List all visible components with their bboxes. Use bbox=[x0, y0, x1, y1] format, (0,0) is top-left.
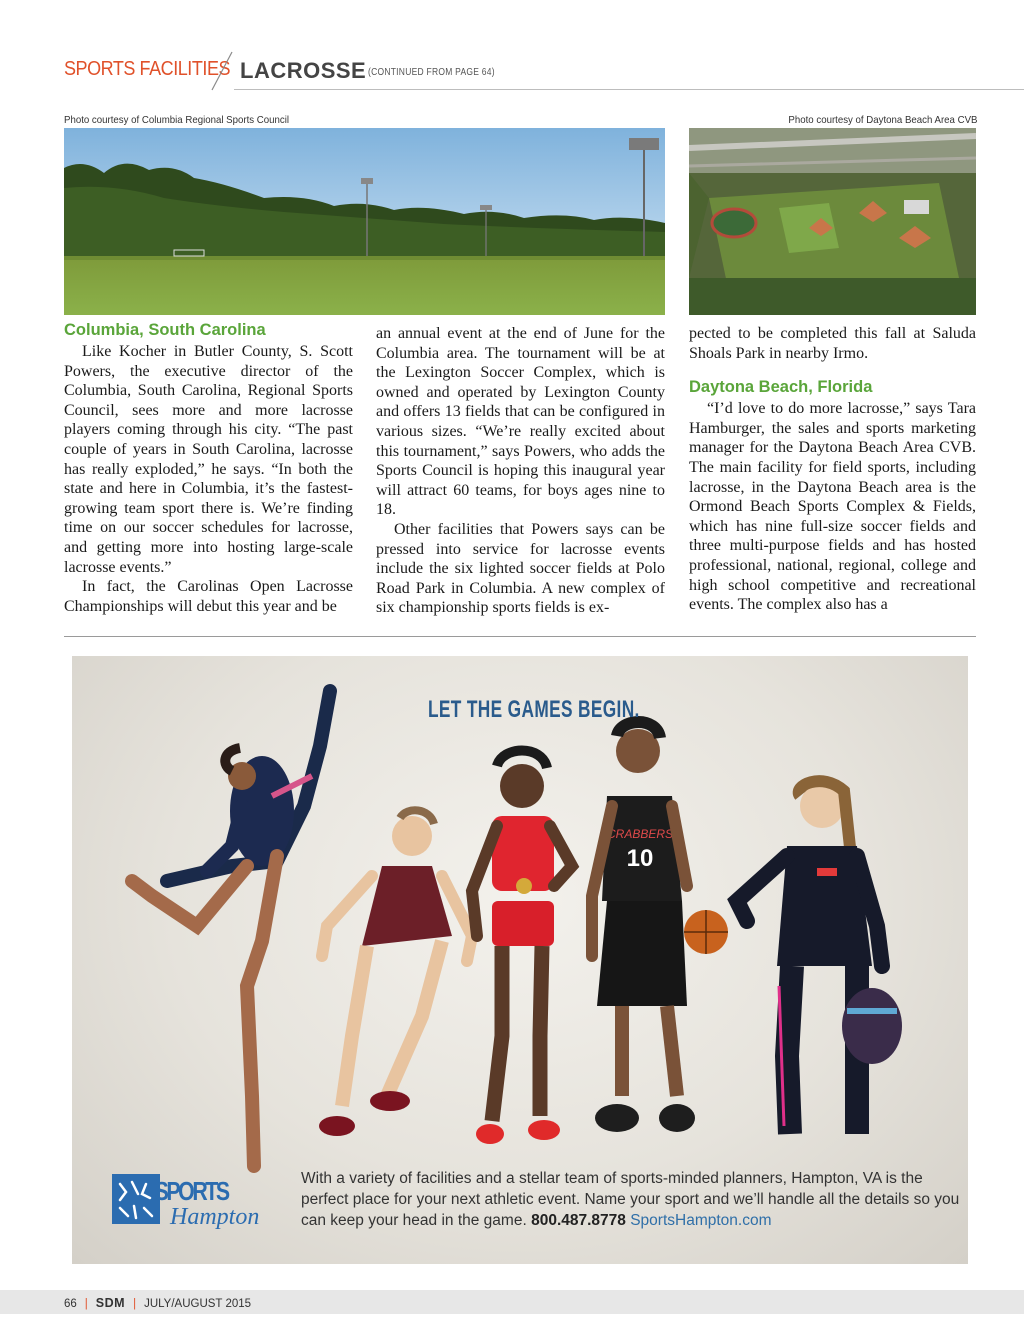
paragraph: Other facilities that Powers says can be pressed into service for lacrosse events include the six lighted soccer fields at Polo Road Park in Columbia. A new complex of six championship sports fields is ex- bbox=[376, 520, 665, 617]
section-label: SPORTS FACILITIES bbox=[64, 58, 231, 80]
ad-copy bbox=[301, 1168, 961, 1231]
soccer-field-photo bbox=[64, 128, 665, 315]
gymnast-figure bbox=[132, 691, 330, 1166]
article-column-3 bbox=[689, 324, 976, 615]
jersey-number: 10 bbox=[626, 845, 654, 872]
section-heading-daytona: Daytona Beach, Florida bbox=[689, 378, 873, 397]
header-rule bbox=[234, 89, 1024, 90]
basketball-player-figure bbox=[592, 722, 728, 1132]
article-title: LACROSSE bbox=[240, 58, 367, 83]
paragraph: “I’d love to do more lacrosse,” says Tara Hamburger, the sales and sports marketing manager for the Daytona Beach Area CVB. The main facility for field sports, including lacrosse, in the Daytona Beach area is the Ormond Beach Sports Complex & Fields, which has nine full-size soccer fields and three multi-purpose fields and has hosted professional, national, regional, college and high school competitive and recreational events. The complex also has a bbox=[689, 400, 976, 614]
divider-rule bbox=[64, 636, 976, 637]
phone-number: 800.487.8778 bbox=[531, 1212, 626, 1229]
issue-date: JULY/AUGUST 2015 bbox=[144, 1298, 252, 1310]
jersey-text: CRABBERS bbox=[606, 827, 674, 841]
sports-hampton-ad bbox=[72, 656, 968, 1264]
paragraph: Like Kocher in Butler County, S. Scott Powers, the executive director of the Columbia, South Carolina, Regional Sports Council, sees more and more lacrosse players coming through his city. “The past couple of years in South Carolina, lacrosse has really exploded,” he says. “In both the state and here in Columbia, it’s the fastest-growing team sport there is. We’re finding time on our soccer schedules for lacrosse, and getting more into hosting large-scale lacrosse events.” bbox=[64, 343, 353, 576]
svg-text:SPORTS: SPORTS bbox=[154, 1177, 231, 1207]
paragraph: pected to be completed this fall at Saluda Shoals Park in nearby Irmo. bbox=[689, 325, 976, 362]
ad-headline: LET THE GAMES BEGIN. bbox=[428, 696, 640, 723]
header-slash bbox=[218, 52, 220, 90]
photo-credit-left: Photo courtesy of Columbia Regional Sports Council bbox=[64, 114, 289, 126]
sports-hampton-logo bbox=[112, 1172, 302, 1232]
photo-credit-right: Photo courtesy of Daytona Beach Area CVB bbox=[787, 114, 977, 126]
footer-separator: | bbox=[133, 1298, 137, 1310]
article-column-1 bbox=[64, 320, 353, 616]
website-link[interactable]: SportsHampton.com bbox=[630, 1212, 772, 1229]
footer bbox=[64, 1296, 251, 1310]
page-number: 66 bbox=[64, 1298, 77, 1310]
article-column-2 bbox=[376, 324, 665, 618]
paragraph: an annual event at the end of June for the Columbia area. The tournament will be at the Lexington Soccer Complex, which is owned and operated by Lexington County and offers 13 fields that can be configured in various sizes. “We’re really excited about this tournament,” says Powers, who adds the Sports Council is hoping this inaugural year will attract 60 teams, for boys ages nine to 18. bbox=[376, 325, 665, 519]
wrestler-figure bbox=[319, 810, 472, 1136]
paragraph: In fact, the Carolinas Open Lacrosse Championships will debut this year and be bbox=[64, 578, 353, 615]
sprinter-figure bbox=[472, 751, 572, 1145]
race-driver-figure bbox=[737, 781, 902, 1134]
svg-text:Hampton: Hampton bbox=[170, 1204, 260, 1230]
magazine-name: SDM bbox=[95, 1296, 126, 1310]
continued-note: (CONTINUED FROM PAGE 64) bbox=[368, 67, 495, 78]
aerial-complex-photo bbox=[689, 128, 976, 315]
section-heading-columbia: Columbia, South Carolina bbox=[64, 321, 266, 339]
ad-body-text: With a variety of facilities and a stellar team of sports-minded planners, Hampton, VA is the perfect place for your next athletic event. Name your sport and we’ll handle all the details so you can keep your head in the game. bbox=[301, 1170, 960, 1229]
footer-separator: | bbox=[84, 1298, 88, 1310]
